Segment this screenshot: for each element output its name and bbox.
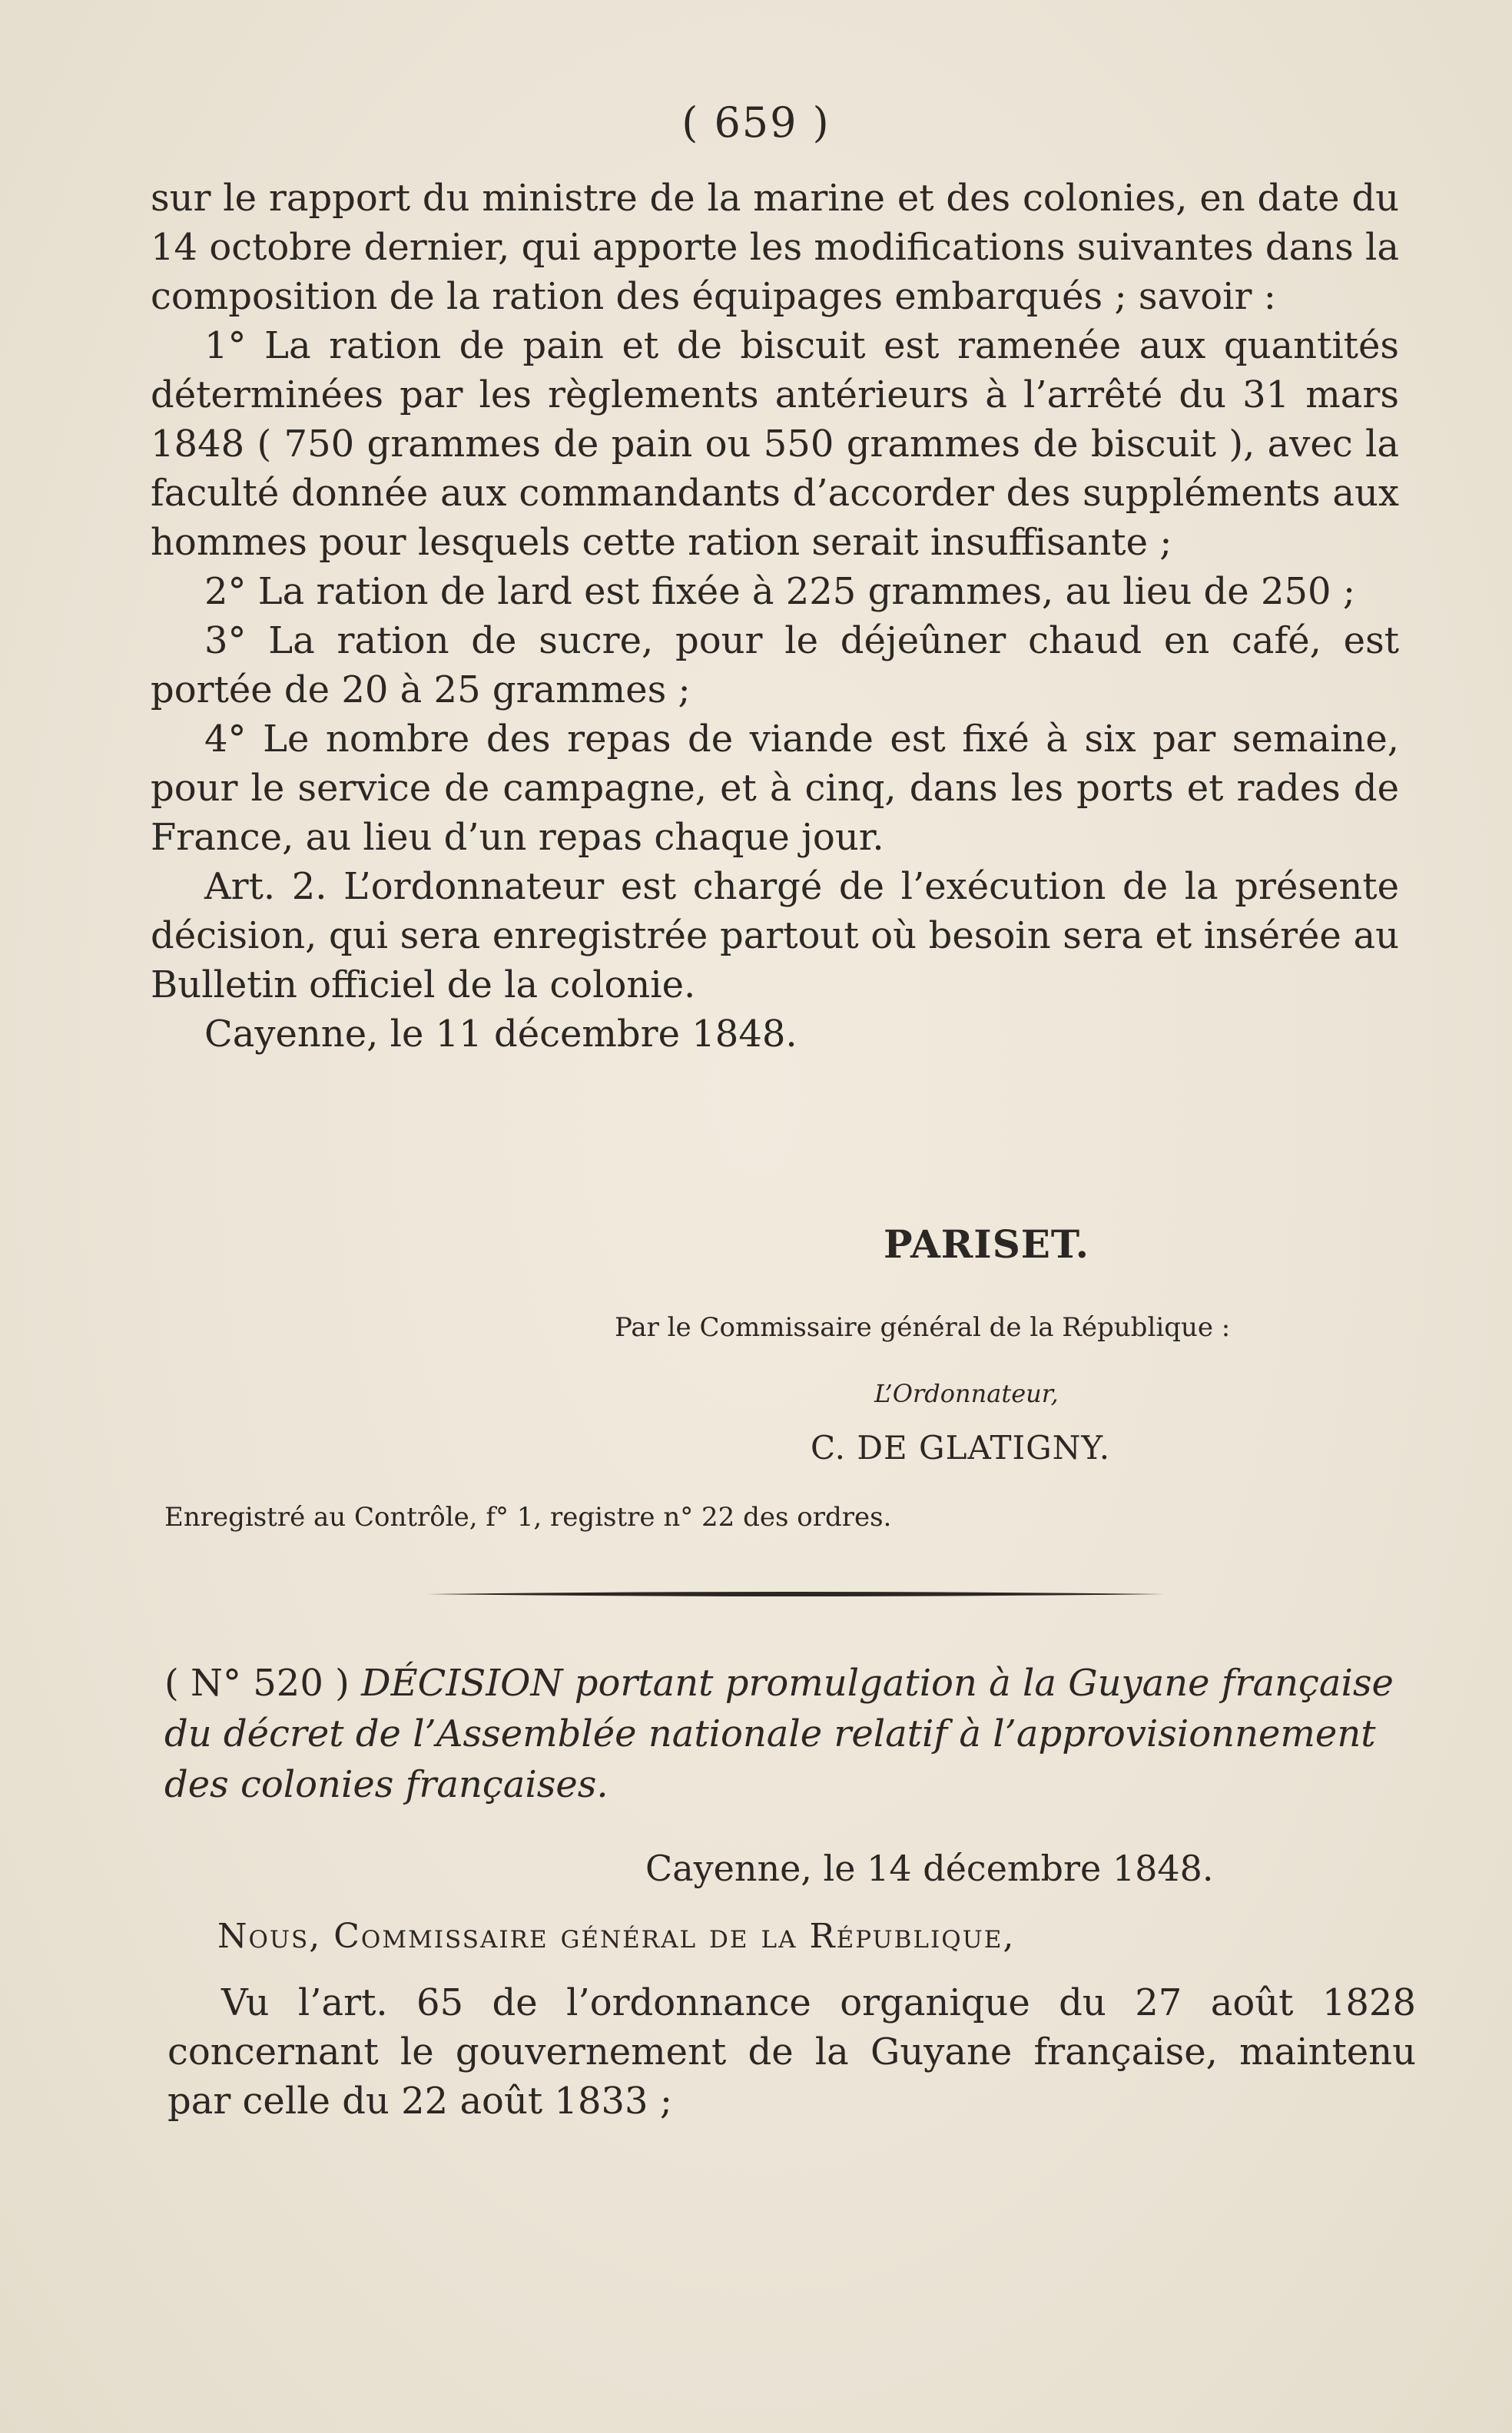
- article-2: Art. 2. L’ordonnateur est chargé de l’exécution de la présente décision, qui sera enregistrée partout où besoin sera et insérée au Bulletin officiel de la colonie.: [151, 865, 1399, 1006]
- item-1: 1° La ration de pain et de biscuit est ramenée aux quantités déterminées par les règlements antérieurs à l’arrêté du 31 mars 1848 ( 750 grammes de pain ou 550 grammes de biscuit ), avec la faculté donnée aux commandants d’accorder des suppléments aux hommes pour lesquels cette ration serait insuffisante ;: [151, 324, 1399, 564]
- signatory-name: PARISET.: [884, 1221, 1090, 1267]
- decision-title: DÉCISION portant promulgation à la Guyane française du décret de l’Assemblée nationale relatif à l’approvisionnement des colonies françaises.: [164, 1662, 1394, 1806]
- decision-number: ( N° 520 ): [164, 1662, 350, 1705]
- section-divider: [426, 1590, 1164, 1598]
- vu-section: [167, 1978, 1416, 2126]
- decision-heading: [164, 1658, 1409, 1810]
- vu-paragraph: Vu l’art. 65 de l’ordonnance organique du 27 août 1828 concernant le gouvernement de la Guyane française, maintenu par celle du 22 août 1833 ;: [167, 1981, 1416, 2123]
- par-le-commissaire: Par le Commissaire général de la République :: [615, 1312, 1231, 1343]
- item-3: 3° La ration de sucre, pour le déjeûner chaud en café, est portée de 20 à 25 grammes ;: [151, 619, 1399, 711]
- intro-paragraph: sur le rapport du ministre de la marine et des colonies, en date du 14 octobre dernier, qui apporte les modifications suivantes dans la composition de la ration des équipages embarqués ; savoir :: [151, 177, 1399, 318]
- nous-heading: Nous, Commissaire général de la République,: [217, 1917, 1016, 1956]
- place-date: Cayenne, le 11 décembre 1848.: [204, 1013, 797, 1056]
- decision-dateline: Cayenne, le 14 décembre 1848.: [645, 1848, 1214, 1889]
- ordonnateur-title: L’Ordonnateur,: [874, 1379, 1059, 1408]
- page-number: ( 659 ): [681, 98, 831, 147]
- registre-note: Enregistré au Contrôle, f° 1, registre n° 22 des ordres.: [164, 1502, 892, 1533]
- ordonnateur-name: C. DE GLATIGNY.: [811, 1429, 1111, 1467]
- decision-body: [151, 174, 1399, 1059]
- item-4: 4° Le nombre des repas de viande est fixé à six par semaine, pour le service de campagne, et à cinq, dans les ports et rades de France, au lieu d’un repas chaque jour.: [151, 718, 1399, 859]
- item-2: 2° La ration de lard est fixée à 225 grammes, au lieu de 250 ;: [204, 570, 1355, 613]
